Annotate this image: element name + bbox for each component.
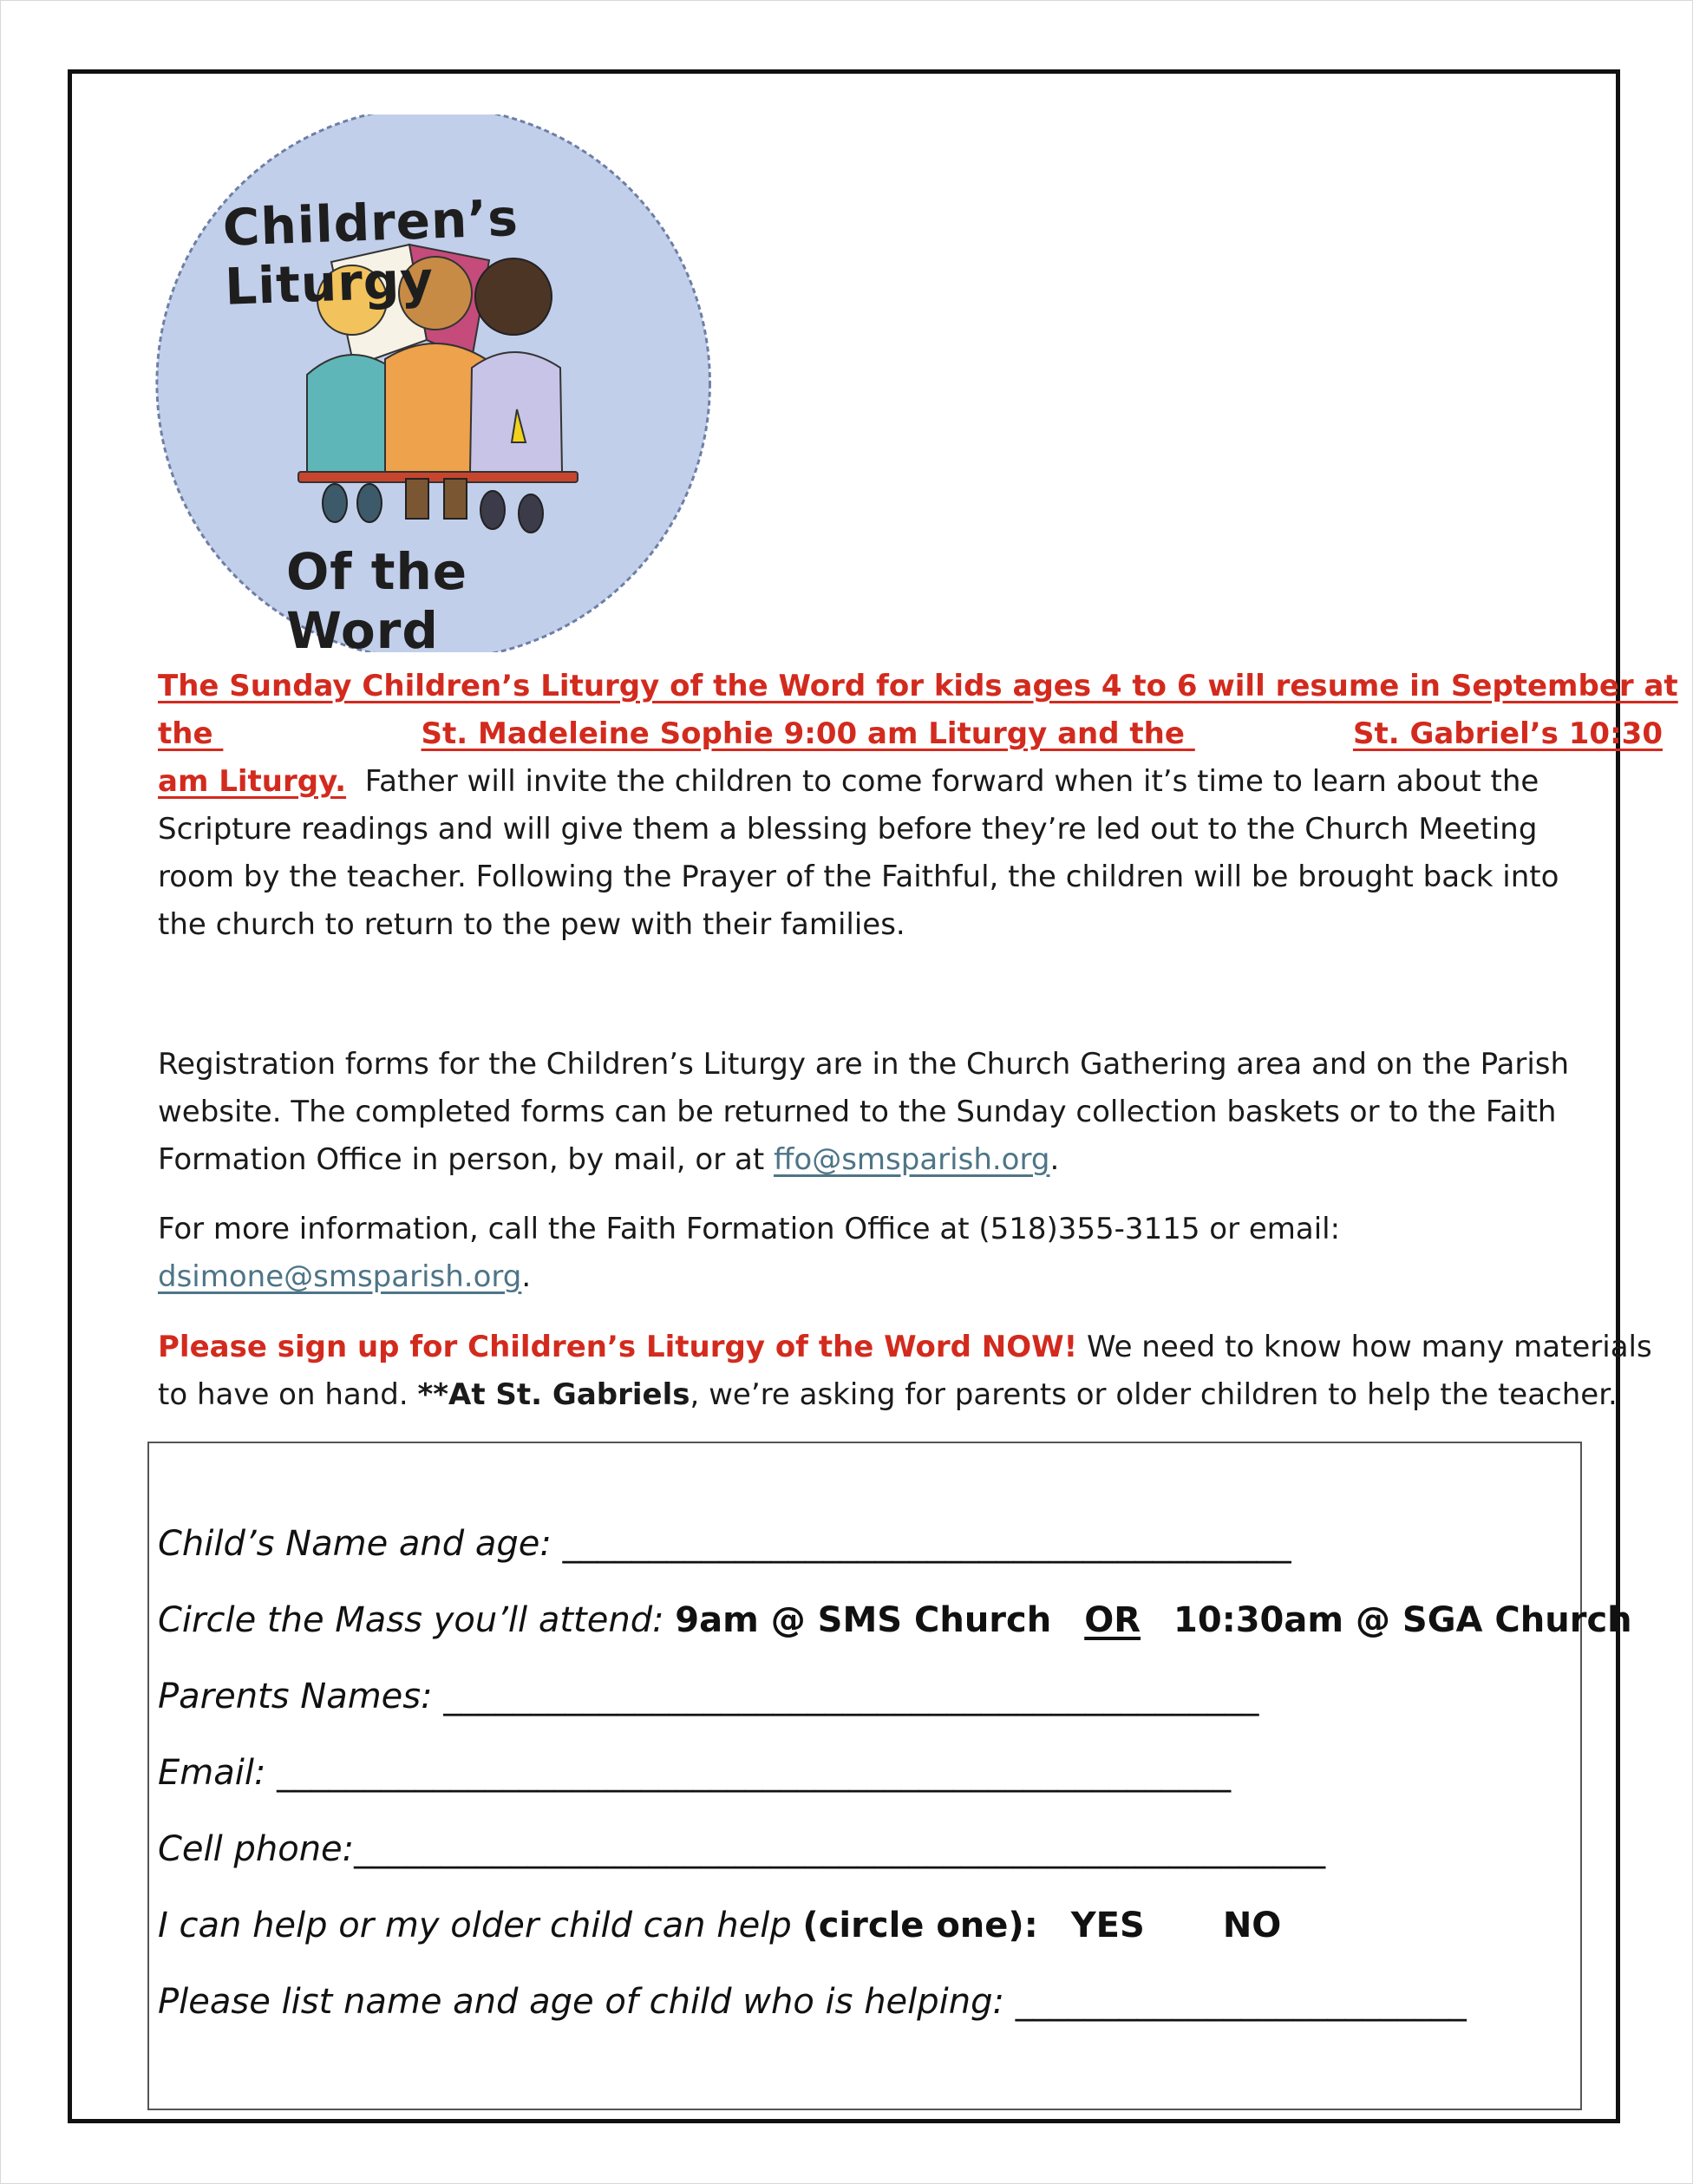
intro-headline-line1: The Sunday Children’s Liturgy of the Word for kids ages 4 to 6 will resume in September at	[158, 669, 1678, 703]
logo-title: Children’s Liturgy	[221, 187, 520, 317]
form-child-row	[158, 1524, 1291, 1564]
signup-line2-start: to have on hand.	[158, 1377, 418, 1412]
child-name-label: Child’s Name and age:	[158, 1524, 563, 1564]
dsimone-email-link[interactable]: dsimone@smsparish.org	[158, 1259, 522, 1294]
signup-callout: Please sign up for Children’s Liturgy of the Word NOW!	[158, 1330, 1078, 1364]
registration-line3: Formation Office in person, by mail, or at	[158, 1142, 765, 1177]
intro-body-line6: the church to return to the pew with their families.	[158, 907, 905, 942]
help-label: I can help or my older child can help	[158, 1906, 803, 1945]
form-parents-row	[158, 1677, 1258, 1716]
intro-headline-end: am Liturgy.	[158, 764, 347, 799]
helper-label: Please list name and age of child who is helping:	[158, 1982, 1016, 2022]
intro-headline-sms: St. Madeleine Sophie 9:00 am Liturgy and the	[421, 716, 1185, 751]
contact-line1: For more information, call the Faith Formation Office at (518)355-3115 or email:	[158, 1212, 1341, 1246]
mass-or: OR	[1084, 1600, 1141, 1640]
intro-headline-the: the	[158, 716, 213, 751]
logo-subtitle: Of the Word	[286, 542, 468, 660]
form-mass-row	[158, 1600, 1632, 1640]
intro-body-line5: room by the teacher. Following the Prayer of the Faithful, the children will be brought back into	[158, 860, 1559, 894]
registration-line2: website. The completed forms can be returned to the Sunday collection baskets or to the Faith	[158, 1095, 1557, 1129]
signup-line2-end: , we’re asking for parents or older children to help the teacher.	[690, 1377, 1618, 1412]
intro-headline-sga: St. Gabriel’s 10:30	[1352, 716, 1663, 751]
help-yes[interactable]: YES	[1070, 1906, 1145, 1945]
help-circle-one: (circle one):	[802, 1906, 1038, 1945]
registration-line1: Registration forms for the Children’s Liturgy are in the Church Gathering area and on the Parish	[158, 1047, 1570, 1082]
cell-phone-label: Cell phone:	[158, 1829, 355, 1869]
email-label: Email:	[158, 1753, 278, 1793]
intro-body-line3: Father will invite the children to come forward when it’s time to learn about the	[364, 764, 1539, 799]
email-field[interactable]: _______________________________________________________	[277, 1753, 1232, 1793]
form-help-row	[158, 1906, 1281, 1945]
mass-label: Circle the Mass you’ll attend:	[158, 1600, 676, 1640]
contact-period: .	[521, 1259, 532, 1294]
child-name-field[interactable]: __________________________________________	[562, 1524, 1291, 1564]
form-cell-row	[158, 1829, 1325, 1869]
form-helper-row	[158, 1982, 1467, 2022]
ffo-email-link[interactable]: ffo@smsparish.org	[773, 1142, 1050, 1177]
mass-option-sga[interactable]: 10:30am @ SGA Church	[1173, 1600, 1632, 1640]
parents-field[interactable]: _______________________________________________	[443, 1677, 1259, 1716]
signup-paragraph	[158, 1324, 1652, 1419]
registration-period: .	[1049, 1142, 1060, 1177]
registration-paragraph	[158, 1041, 1570, 1184]
mass-option-sms[interactable]: 9am @ SMS Church	[675, 1600, 1052, 1640]
signup-rest1: We need to know how many materials	[1077, 1330, 1652, 1364]
intro-body-line4: Scripture readings and will give them a blessing before they’re led out to the Church Meeting	[158, 812, 1538, 847]
contact-paragraph	[158, 1206, 1546, 1301]
helper-field[interactable]: __________________________	[1015, 1982, 1467, 2022]
intro-paragraph	[158, 663, 1678, 949]
parents-label: Parents Names:	[158, 1677, 444, 1716]
help-no[interactable]: NO	[1222, 1906, 1282, 1945]
signup-bold: **At St. Gabriels	[417, 1377, 690, 1412]
cell-phone-field[interactable]: ________________________________________________________	[354, 1829, 1326, 1869]
form-email-row	[158, 1753, 1231, 1793]
